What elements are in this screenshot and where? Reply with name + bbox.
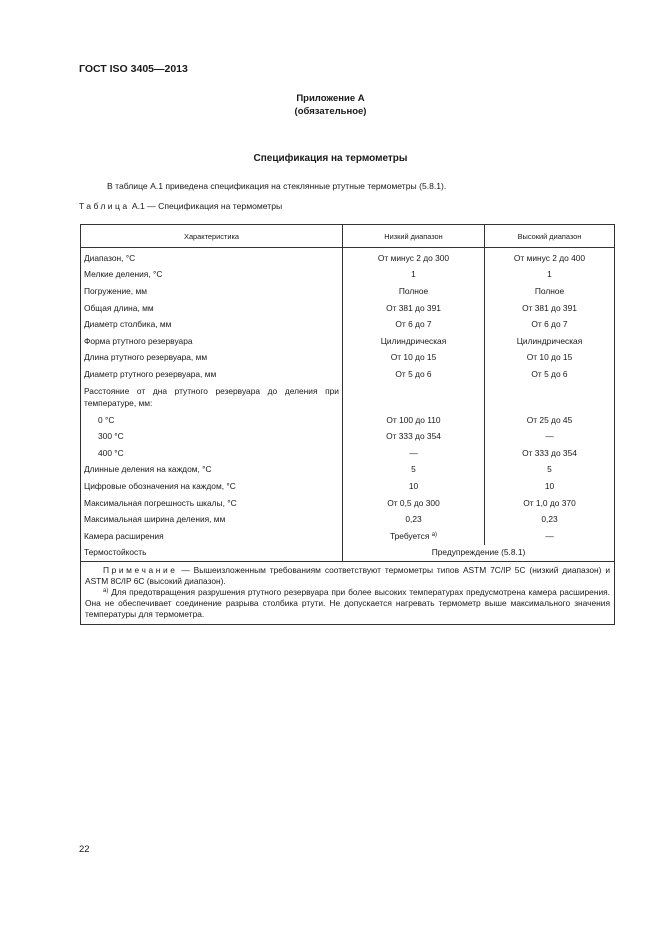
row-low-value: Цилиндрическая xyxy=(343,333,485,350)
intro-paragraph: В таблице А.1 приведена спецификация на стеклянные ртутные термометры (5.8.1). xyxy=(107,181,447,191)
row-low-value: От 6 до 7 xyxy=(343,316,485,333)
row-low-value xyxy=(343,383,485,412)
row-high-value: От 5 до 6 xyxy=(485,366,615,383)
row-characteristic: Длинные деления на каждом, °С xyxy=(81,462,343,479)
row-characteristic: Диаметр ртутного резервуара, мм xyxy=(81,366,343,383)
header-low-range: Низкий диапазон xyxy=(343,225,485,248)
merged-value: Предупреждение (5.8.1) xyxy=(343,545,615,562)
annex-status: (обязательное) xyxy=(294,106,367,117)
section-title: Спецификация на термометры xyxy=(253,153,408,164)
note-label: Примечание xyxy=(103,565,178,576)
table-header-row xyxy=(81,225,615,248)
row-characteristic: 0 °С xyxy=(81,412,343,429)
table-row xyxy=(81,366,615,383)
table-row xyxy=(81,316,615,333)
row-low-value xyxy=(343,528,485,545)
row-high-value: От 10 до 15 xyxy=(485,350,615,367)
row-low-value: От 5 до 6 xyxy=(343,366,485,383)
row-low-value: От 10 до 15 xyxy=(343,350,485,367)
row-low-value: 0,23 xyxy=(343,511,485,528)
row-low-value: — xyxy=(343,445,485,462)
table-row xyxy=(81,350,615,367)
table-row xyxy=(81,495,615,512)
row-high-value: От 25 до 45 xyxy=(485,412,615,429)
row-high-value: — xyxy=(485,428,615,445)
table-caption-text: А.1 — Спецификация на термометры xyxy=(129,201,283,211)
row-high-value: — xyxy=(485,528,615,545)
row-high-value: Полное xyxy=(485,283,615,300)
row-high-value: 0,23 xyxy=(485,511,615,528)
row-low-value: От 381 до 391 xyxy=(343,300,485,317)
row-high-value: От 6 до 7 xyxy=(485,316,615,333)
page-number: 22 xyxy=(79,844,90,855)
row-characteristic: Расстояние от дна ртутного резервуара до деления при температуре, мм: xyxy=(81,383,343,412)
row-high-value: 10 xyxy=(485,478,615,495)
annex-heading xyxy=(0,92,661,118)
footnote-marker: а) xyxy=(431,531,438,538)
row-low-value: 5 xyxy=(343,462,485,479)
spec-table xyxy=(80,224,615,625)
row-high-value: От 1,0 до 370 xyxy=(485,495,615,512)
row-characteristic: Камера расширения xyxy=(81,528,343,545)
table-row xyxy=(81,445,615,462)
row-characteristic: 400 °С xyxy=(81,445,343,462)
table-row xyxy=(81,300,615,317)
table-row xyxy=(81,267,615,284)
footnote-mark: а) xyxy=(103,588,109,595)
table-row xyxy=(81,511,615,528)
row-characteristic: Длина ртутного резервуара, мм xyxy=(81,350,343,367)
row-low-value: 1 xyxy=(343,267,485,284)
table-row xyxy=(81,383,615,412)
table-caption-label: Таблица xyxy=(79,201,130,211)
table-row xyxy=(81,545,615,562)
row-characteristic: Диапазон, °С xyxy=(81,248,343,267)
row-high-value: 5 xyxy=(485,462,615,479)
table-note xyxy=(81,562,615,625)
footnote-paragraph xyxy=(85,587,610,620)
header-characteristic: Характеристика xyxy=(81,225,343,248)
row-low-value: 10 xyxy=(343,478,485,495)
row-characteristic: Форма ртутного резервуара xyxy=(81,333,343,350)
row-low-value: От 0,5 до 300 xyxy=(343,495,485,512)
table-caption xyxy=(79,201,282,211)
row-characteristic: Максимальная погрешность шкалы, °С xyxy=(81,495,343,512)
row-high-value: От 381 до 391 xyxy=(485,300,615,317)
note-text: — Вышеизложенным требованиям соответствуют термометры типов ASTM 7C/IP 5C (низкий диапазон) и ASTM 8C/IP 6C (высокий диапазон). xyxy=(85,565,610,587)
table-row xyxy=(81,333,615,350)
row-characteristic: Мелкие деления, °С xyxy=(81,267,343,284)
row-low-value: От 100 до 110 xyxy=(343,412,485,429)
row-low-value: От минус 2 до 300 xyxy=(343,248,485,267)
row-high-value xyxy=(485,383,615,412)
row-high-value: 1 xyxy=(485,267,615,284)
note-row xyxy=(81,562,615,625)
table-row xyxy=(81,248,615,267)
footnote-text: Для предотвращения разрушения ртутного резервуара при более высоких температурах предусмотрена камера расширения. Она не обеспечивает соединение разрыва столбика ртути. Не допускается нагревать термометр выше максимального значения температуры для термометра. xyxy=(85,587,610,620)
annex-title: Приложение А xyxy=(296,93,365,104)
row-characteristic: Термостойкость xyxy=(81,545,343,562)
table-row xyxy=(81,428,615,445)
table-row xyxy=(81,462,615,479)
table-row xyxy=(81,478,615,495)
row-characteristic: Погружение, мм xyxy=(81,283,343,300)
row-characteristic: Общая длина, мм xyxy=(81,300,343,317)
row-low-value: От 333 до 354 xyxy=(343,428,485,445)
note-paragraph xyxy=(85,565,610,587)
standard-header: ГОСТ ISO 3405—2013 xyxy=(79,63,188,75)
row-characteristic: 300 °С xyxy=(81,428,343,445)
header-high-range: Высокий диапазон xyxy=(485,225,615,248)
row-high-value: Цилиндрическая xyxy=(485,333,615,350)
table-row xyxy=(81,528,615,545)
row-characteristic: Максимальная ширина деления, мм xyxy=(81,511,343,528)
table-row xyxy=(81,283,615,300)
row-high-value: От минус 2 до 400 xyxy=(485,248,615,267)
table-row xyxy=(81,412,615,429)
row-high-value: От 333 до 354 xyxy=(485,445,615,462)
row-characteristic: Диаметр столбика, мм xyxy=(81,316,343,333)
row-low-value: Полное xyxy=(343,283,485,300)
required-text: Требуется xyxy=(389,530,430,541)
row-characteristic: Цифровые обозначения на каждом, °С xyxy=(81,478,343,495)
